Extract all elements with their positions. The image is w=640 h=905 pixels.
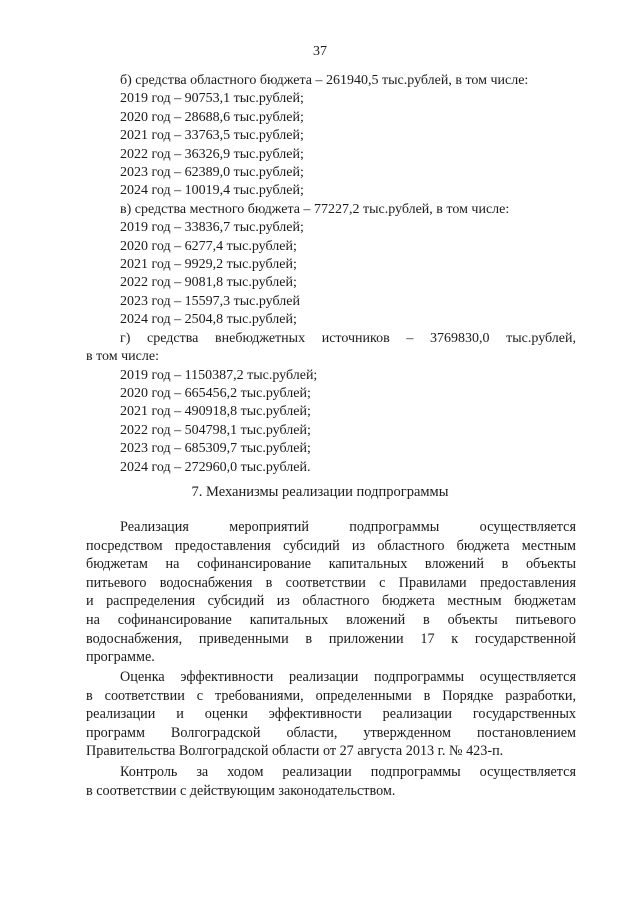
paragraph-line: бюджетам на софинансирование капитальных вложений в объекты (86, 556, 576, 573)
paragraph-implementation (86, 518, 576, 667)
paragraph-line: программ Волгоградской области, утвержденном постановлением (86, 724, 576, 741)
budget-line: 2023 год – 685309,7 тыс.рублей; (120, 441, 311, 457)
budget-line: 2019 год – 1150387,2 тыс.рублей; (120, 367, 318, 383)
budget-line: 2024 год – 2504,8 тыс.рублей; (120, 312, 297, 328)
paragraph-line: посредством предоставления субсидий из областного бюджета местным (86, 537, 576, 554)
budget-line: 2022 год – 504798,1 тыс.рублей; (120, 422, 311, 438)
budget-line: г) средства внебюджетных источников – 3769830,0 тыс.рублей, (120, 330, 576, 346)
paragraph-control (86, 763, 576, 800)
paragraph-line: Оценка эффективности реализации подпрограммы осуществляется (120, 669, 576, 685)
budget-line: 2020 год – 665456,2 тыс.рублей; (120, 385, 311, 401)
paragraph-line: в соответствии с действующим законодательством. (86, 782, 396, 799)
page-number: 37 (313, 44, 327, 59)
paragraph-evaluation (86, 668, 576, 761)
budget-line: 2023 год – 62389,0 тыс.рублей; (120, 165, 304, 181)
budget-line: 2024 год – 272960,0 тыс.рублей. (120, 459, 311, 475)
budget-line: 2022 год – 9081,8 тыс.рублей; (120, 275, 297, 291)
section-title: 7. Механизмы реализации подпрограммы (191, 484, 449, 500)
paragraph-line: водоснабжения, приведенными в приложении 17 к государственной (86, 630, 576, 647)
budget-line: 2024 год – 10019,4 тыс.рублей; (120, 183, 304, 199)
paragraph-line: питьевого водоснабжения в соответствии с Правилами предоставления (86, 574, 576, 591)
paragraph-line: реализации и оценки эффективности реализации государственных (86, 706, 576, 723)
paragraph-line: на софинансирование капитальных вложений в объекты питьевого (86, 611, 576, 628)
paragraph-line: в соответствии с требованиями, определенными в Порядке разработки, (86, 687, 576, 704)
budget-line: 2019 год – 33836,7 тыс.рублей; (120, 220, 304, 236)
budget-line: 2021 год – 490918,8 тыс.рублей; (120, 404, 311, 420)
budget-line: 2019 год – 90753,1 тыс.рублей; (120, 91, 304, 107)
budget-line: 2021 год – 33763,5 тыс.рублей; (120, 128, 304, 144)
budget-line: б) средства областного бюджета – 261940,5 тыс.рублей, в том числе: (120, 73, 529, 88)
budget-line: в) средства местного бюджета – 77227,2 тыс.рублей, в том числе: (120, 201, 510, 217)
paragraph-line: Правительства Волгоградской области от 27 августа 2013 г. № 423-п. (86, 743, 504, 760)
budget-line: 2022 год – 36326,9 тыс.рублей; (120, 146, 304, 162)
paragraph-line: Контроль за ходом реализации подпрограммы осуществляется (120, 764, 576, 780)
paragraph-line: Реализация мероприятий подпрограммы осуществляется (120, 519, 576, 535)
budget-line: 2023 год – 15597,3 тыс.рублей (120, 293, 300, 309)
budget-line: 2020 год – 6277,4 тыс.рублей; (120, 238, 297, 254)
budget-line: в том числе: (86, 349, 159, 365)
paragraph-line: программе. (86, 649, 155, 666)
paragraph-line: и распределения субсидий из областного бюджета местным бюджетам (86, 593, 576, 610)
budget-line: 2020 год – 28688,6 тыс.рублей; (120, 109, 304, 125)
budget-breakdown (86, 72, 576, 477)
budget-line: 2021 год – 9929,2 тыс.рублей; (120, 257, 297, 273)
